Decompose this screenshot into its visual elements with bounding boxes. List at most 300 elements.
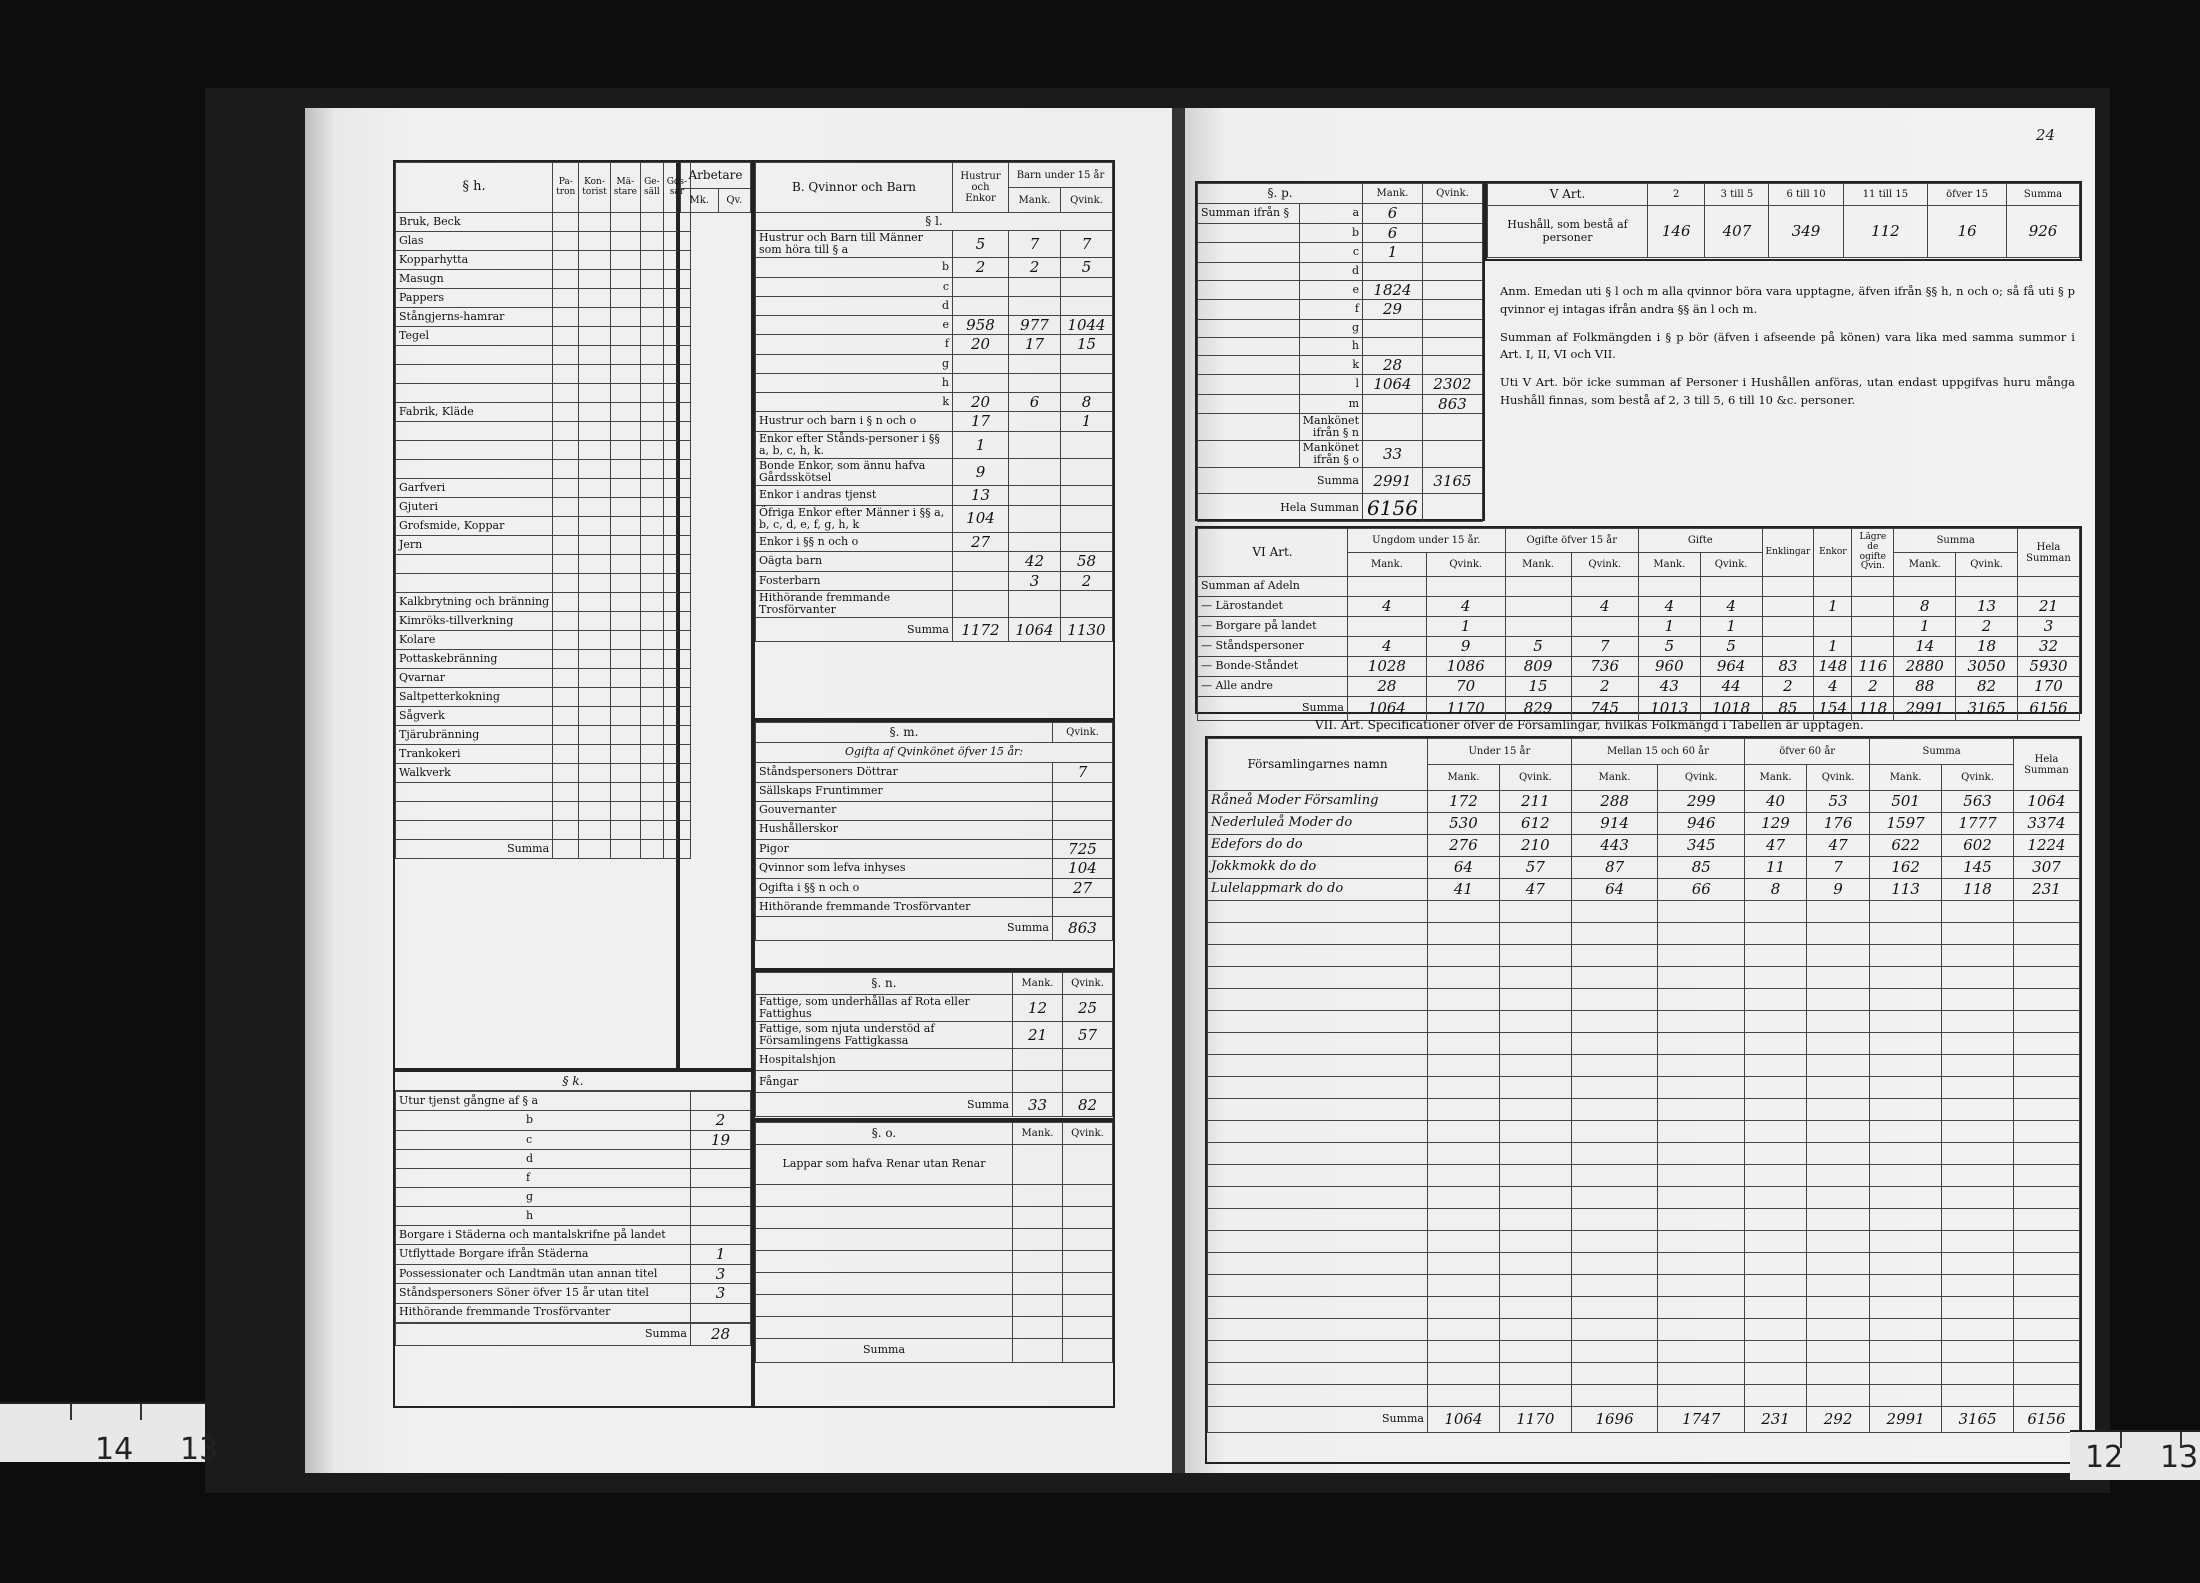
art-vii-empty-cell: [1571, 1033, 1658, 1055]
section-l-summa-qvink: 1130: [1061, 618, 1113, 642]
table-row: [396, 1226, 751, 1245]
table-row: [396, 517, 691, 536]
section-l-row-c2: [1009, 354, 1061, 373]
art-vii-empty-cell: [1870, 1099, 1942, 1121]
table-row: [1198, 355, 1483, 375]
section-k-summa-value: 28: [691, 1323, 751, 1345]
section-h-cell: [610, 422, 640, 441]
section-p-row-qvink: [1423, 300, 1483, 320]
section-h-cell: [579, 441, 610, 460]
art-vii-empty-cell: [1806, 1319, 1869, 1341]
section-k-row-value: [691, 1150, 751, 1169]
section-h-cell: [610, 707, 640, 726]
table-row: [756, 296, 1113, 315]
art-vii-empty-cell: [1428, 1077, 1500, 1099]
art-vi-row-cell: [1426, 577, 1505, 597]
art-vii-empty-cell: [1806, 1187, 1869, 1209]
section-h-row-label: Stångjerns-hamrar: [396, 308, 553, 327]
art-vii-empty-cell: [1658, 1011, 1745, 1033]
art-vii-empty-cell: [1571, 1143, 1658, 1165]
art-vii-empty-cell: [1428, 1253, 1500, 1275]
table-row: [396, 1264, 751, 1284]
table-row: [756, 1071, 1113, 1093]
art-vii-empty-cell: [1428, 1121, 1500, 1143]
section-p-row-letter: l: [1299, 375, 1362, 395]
table-row: [756, 373, 1113, 392]
art-vii-empty-cell: [1499, 901, 1571, 923]
art-vii-empty-cell: [2014, 1165, 2080, 1187]
section-l-row-c1: 20: [953, 335, 1009, 355]
art-vi-row-cell: 4: [1348, 597, 1427, 617]
table-row: [1208, 1231, 2080, 1253]
section-l-table: [753, 160, 1115, 720]
art-vii-empty-cell: [1658, 1363, 1745, 1385]
section-h-cell: [553, 612, 579, 631]
art-vii-empty-cell: [1208, 1143, 1428, 1165]
table-row: [396, 802, 691, 821]
art-vii-empty-cell: [1745, 1121, 1807, 1143]
art-vii-summa-cell: 2991: [1870, 1407, 1942, 1433]
art-vii-empty-cell: [1806, 923, 1869, 945]
section-h-cell: [579, 460, 610, 479]
art-vii-empty-cell: [2014, 1275, 2080, 1297]
table-row: [756, 591, 1113, 618]
art-vii-sub-head: Qvink.: [1942, 765, 2014, 791]
section-p-row-mank: [1363, 262, 1423, 280]
art-v-col-summa: Summa: [2007, 184, 2080, 206]
art-vii-empty-cell: [1745, 1077, 1807, 1099]
section-l-row-c1: 2: [953, 258, 1009, 278]
table-row: [396, 498, 691, 517]
section-l-row-c2: [1009, 296, 1061, 315]
art-vii-parish-name: Nederluleå Moder do: [1208, 813, 1428, 835]
table-row: [756, 431, 1113, 458]
section-p-row-mank: 29: [1363, 300, 1423, 320]
section-h-cell: [640, 308, 663, 327]
art-vii-empty-cell: [1942, 923, 2014, 945]
art-vii-row-cell: 64: [1428, 857, 1500, 879]
art-vii-sub-head: Mank.: [1571, 765, 1658, 791]
art-vii-empty-cell: [1870, 1231, 1942, 1253]
section-h-cell: [553, 479, 579, 498]
section-p-row-qvink: [1423, 441, 1483, 468]
table-row: [396, 441, 691, 460]
art-vii-empty-cell: [1870, 1363, 1942, 1385]
section-m-summa-value: 863: [1053, 917, 1113, 941]
table-row: [756, 458, 1113, 485]
section-h-cell: [553, 517, 579, 536]
art-v-col-2: 2: [1648, 184, 1705, 206]
art-vii-empty-cell: [1806, 1165, 1869, 1187]
table-row: [396, 213, 691, 232]
table-row: [1198, 319, 1483, 337]
table-row: [756, 552, 1113, 572]
table-row: [1198, 637, 2080, 657]
table-row: [396, 612, 691, 631]
art-vii-parish-name: Edefors do do: [1208, 835, 1428, 857]
art-vii-empty-cell: [1658, 1297, 1745, 1319]
section-m-row-label: Pigor: [756, 839, 1053, 859]
section-h-cell: [579, 745, 610, 764]
section-h-row-label: Saltpetterkokning: [396, 688, 553, 707]
art-vii-empty-cell: [1806, 1099, 1869, 1121]
section-h-cell: [579, 498, 610, 517]
art-vi-group-enklingar: Enklingar: [1762, 529, 1814, 577]
table-row: [1208, 1187, 2080, 1209]
art-vi-row-cell: [1762, 637, 1814, 657]
art-vii-empty-cell: [1499, 1055, 1571, 1077]
section-p-qvink-head: Qvink.: [1423, 184, 1483, 204]
art-vii-empty-cell: [1745, 1143, 1807, 1165]
table-row: [1208, 1253, 2080, 1275]
section-k-row-value: [691, 1303, 751, 1322]
section-h-cell: [579, 593, 610, 612]
table-row: [1208, 945, 2080, 967]
table-row: [396, 1284, 751, 1304]
section-h-cell: [579, 764, 610, 783]
section-m-title: §. m.: [756, 723, 1053, 743]
section-h-cell: [579, 384, 610, 403]
art-vi-row-cell: 960: [1638, 657, 1700, 677]
section-h-cell: [640, 593, 663, 612]
art-vii-summa-cell: 292: [1806, 1407, 1869, 1433]
section-h-cell: [553, 745, 579, 764]
art-vi-row-cell: 170: [2018, 677, 2080, 697]
section-l-row-c1: 17: [953, 412, 1009, 432]
section-h-cell: [610, 612, 640, 631]
section-n-row-mank: 21: [1013, 1022, 1063, 1049]
art-vii-empty-cell: [2014, 1055, 2080, 1077]
art-vii-empty-cell: [1571, 901, 1658, 923]
art-vi-row-cell: 5930: [2018, 657, 2080, 677]
art-vii-empty-cell: [1658, 1099, 1745, 1121]
section-n-row-label: Fattige, som njuta understöd af Församlingens Fattigkassa: [756, 1022, 1013, 1049]
table-row: [756, 898, 1113, 917]
section-h-cell: [640, 745, 663, 764]
section-l-row-c1: 1: [953, 431, 1009, 458]
section-h-row-label: Fabrik, Kläde: [396, 403, 553, 422]
art-vii-empty-cell: [1658, 967, 1745, 989]
section-p-row-letter: Mankönet ifrån § o: [1299, 441, 1362, 468]
art-vii-empty-cell: [1428, 1297, 1500, 1319]
section-h-cell: [640, 498, 663, 517]
art-vii-empty-cell: [1806, 1363, 1869, 1385]
section-p-row-letter: b: [1299, 223, 1362, 243]
table-row: [1198, 441, 1483, 468]
section-h-row-label: Kolare: [396, 631, 553, 650]
art-vii-empty-cell: [2014, 1385, 2080, 1407]
art-vii-empty-cell: [1658, 1385, 1745, 1407]
art-vii-row-cell: 162: [1870, 857, 1942, 879]
art-vii-group-summa: Summa: [1870, 739, 2014, 765]
art-vii-empty-cell: [1428, 1341, 1500, 1363]
section-h-cell: [553, 213, 579, 232]
section-p-row-lead: Summan ifrån §: [1198, 204, 1300, 224]
section-k-row-label: g: [396, 1188, 691, 1207]
art-vii-sub-head: Mank.: [1745, 765, 1807, 791]
table-row: [1208, 1209, 2080, 1231]
table-row: [756, 277, 1113, 296]
art-vii-summa-cell: 231: [1745, 1407, 1807, 1433]
section-l-row-c3: [1061, 486, 1113, 506]
section-n-row-qvink: 57: [1063, 1022, 1113, 1049]
art-vi-sub-head: Qvink.: [1571, 553, 1638, 577]
section-l-row-label: h: [756, 373, 953, 392]
art-vii-row-cell: 210: [1499, 835, 1571, 857]
section-k-row-value: [691, 1092, 751, 1111]
art-vii-empty-cell: [1658, 989, 1745, 1011]
art-vii-empty-cell: [1428, 1165, 1500, 1187]
section-h-row-label: [396, 821, 553, 840]
art-vii-empty-cell: [1571, 989, 1658, 1011]
section-h-row-label: Gjuteri: [396, 498, 553, 517]
art-vii-row-cell: 87: [1571, 857, 1658, 879]
table-row: [1208, 879, 2080, 901]
table-row: [1208, 1165, 2080, 1187]
table-row: [756, 412, 1113, 432]
art-vii-empty-cell: [1499, 1121, 1571, 1143]
table-row: [1208, 1297, 2080, 1319]
art-vii-parish-name: Jokkmokk do do: [1208, 857, 1428, 879]
section-h-cell: [610, 403, 640, 422]
art-vi-row-cell: 2: [1852, 677, 1894, 697]
art-vi-row-cell: 2: [1571, 677, 1638, 697]
art-vii-empty-cell: [1571, 1165, 1658, 1187]
section-h-cell: [640, 517, 663, 536]
art-vii-row-cell: 602: [1942, 835, 2014, 857]
art-vii-empty-cell: [1428, 989, 1500, 1011]
art-vii-empty-cell: [2014, 1341, 2080, 1363]
section-h-cell: [640, 631, 663, 650]
section-h-cell: [640, 232, 663, 251]
art-vii-empty-cell: [1571, 1231, 1658, 1253]
table-row: [756, 995, 1113, 1022]
section-h-cell: [610, 327, 640, 346]
art-vi-row-cell: [1762, 617, 1814, 637]
art-vii-empty-cell: [2014, 967, 2080, 989]
art-vii-row-cell: 40: [1745, 791, 1807, 813]
section-h-row-label: Qvarnar: [396, 669, 553, 688]
col-gossar: Gos-sar: [663, 163, 690, 213]
art-vi-row-cell: [2018, 577, 2080, 597]
section-l-row-c2: 2: [1009, 258, 1061, 278]
art-vii-empty-cell: [1208, 901, 1428, 923]
art-vii-empty-cell: [1571, 945, 1658, 967]
section-h-cell: [579, 327, 610, 346]
table-row: [396, 574, 691, 593]
table-row: [756, 354, 1113, 373]
art-vii-empty-cell: [1745, 1033, 1807, 1055]
art-vi-summa-cell: 829: [1505, 697, 1571, 721]
section-h-cell: [579, 802, 610, 821]
section-p-row-lead: [1198, 262, 1300, 280]
section-n-row-qvink: 25: [1063, 995, 1113, 1022]
section-p-row-mank: [1363, 319, 1423, 337]
table-row: [1198, 617, 2080, 637]
section-h-cell: [610, 365, 640, 384]
section-h-cell: [610, 726, 640, 745]
section-l-row-c2: 6: [1009, 392, 1061, 412]
section-l-row-label: Enkor efter Stånds-personer i §§ a, b, c, h, k.: [756, 431, 953, 458]
art-vi-row-cell: 148: [1814, 657, 1852, 677]
art-vii-empty-cell: [1658, 901, 1745, 923]
art-vi-row-cell: 4: [1571, 597, 1638, 617]
table-row: [1198, 243, 1483, 263]
section-h-cell: [640, 384, 663, 403]
table-row: [396, 460, 691, 479]
art-vi-row-cell: 1: [1638, 617, 1700, 637]
art-vii-row-cell: 47: [1499, 879, 1571, 901]
section-p-row-lead: [1198, 280, 1300, 300]
art-vii-empty-cell: [1208, 967, 1428, 989]
table-row: [396, 555, 691, 574]
art-vi-group-lagre: Lägre de ogifte Qvin.: [1852, 529, 1894, 577]
section-h-cell: [640, 612, 663, 631]
art-vii-empty-cell: [1745, 1319, 1807, 1341]
art-vii-row-cell: 47: [1806, 835, 1869, 857]
art-vii-empty-cell: [1870, 1253, 1942, 1275]
art-vi-row-cell: [1852, 597, 1894, 617]
table-row: [1208, 1121, 2080, 1143]
art-vii-row-cell: 307: [2014, 857, 2080, 879]
art-vii-empty-cell: [1499, 1275, 1571, 1297]
table-row: [756, 1022, 1113, 1049]
art-vi-row-cell: 88: [1894, 677, 1956, 697]
art-vi-group-ogifte: Ogifte öfver 15 år: [1505, 529, 1638, 553]
art-vii-empty-cell: [1870, 1341, 1942, 1363]
art-vii-row-cell: 345: [1658, 835, 1745, 857]
table-row: [396, 1303, 751, 1322]
art-vii-empty-cell: [1499, 1209, 1571, 1231]
art-vi-row-cell: 2: [1762, 677, 1814, 697]
section-h-cell: [579, 783, 610, 802]
section-l-wives-head: Hustrur och Enkor: [953, 163, 1009, 213]
section-h-row-label: [396, 422, 553, 441]
section-h-cell: [610, 802, 640, 821]
section-h-cell: [553, 365, 579, 384]
section-h-row-label: [396, 441, 553, 460]
section-l-row-c3: [1061, 277, 1113, 296]
art-vii-row-cell: 622: [1870, 835, 1942, 857]
art-vii-empty-cell: [1499, 1143, 1571, 1165]
art-vii-empty-cell: [1942, 1033, 2014, 1055]
art-vii-empty-cell: [1870, 945, 1942, 967]
art-vii-empty-cell: [1571, 1121, 1658, 1143]
section-h-row-label: Grofsmide, Koppar: [396, 517, 553, 536]
art-vii-empty-cell: [2014, 1253, 2080, 1275]
section-h-row-label: Trankokeri: [396, 745, 553, 764]
art-vii-empty-cell: [1208, 989, 1428, 1011]
art-vii-row-cell: 11: [1745, 857, 1807, 879]
ruler-right: [2070, 1430, 2200, 1480]
section-n-summa-qvink: 82: [1063, 1093, 1113, 1117]
art-vii-group-under-15: Under 15 år: [1428, 739, 1572, 765]
section-l-row-c1: 9: [953, 458, 1009, 485]
art-vii-empty-cell: [1208, 1253, 1428, 1275]
section-l-row-label: Enkor i §§ n och o: [756, 532, 953, 552]
section-h-cell: [610, 346, 640, 365]
section-m-row-label: Gouvernanter: [756, 801, 1053, 820]
section-p-row-qvink: [1423, 319, 1483, 337]
ruler-left-label-1: 14: [95, 1432, 134, 1467]
art-vii-sub-head: Qvink.: [1806, 765, 1869, 791]
table-row: [756, 763, 1113, 783]
section-h-cell: [553, 593, 579, 612]
col-arbetare-mk: Mk.: [681, 189, 719, 213]
table-row: [396, 783, 691, 802]
art-vi-group-enkor: Enkor: [1814, 529, 1852, 577]
art-vii-empty-cell: [1658, 1341, 1745, 1363]
art-vii-row-cell: 1224: [2014, 835, 2080, 857]
art-vi-sub-head: Mank.: [1348, 553, 1427, 577]
table-row: [756, 532, 1113, 552]
art-vii-empty-cell: [1499, 1319, 1571, 1341]
section-h-cell: [640, 251, 663, 270]
art-vii-empty-cell: [1942, 1297, 2014, 1319]
art-vi-row-cell: 1: [1814, 637, 1852, 657]
art-vii-empty-cell: [1499, 1341, 1571, 1363]
art-vii-empty-cell: [1658, 1121, 1745, 1143]
section-l-row-c2: [1009, 505, 1061, 532]
art-vi-title: VI Art.: [1198, 529, 1348, 577]
art-vii-empty-cell: [1942, 1165, 2014, 1187]
art-vii-empty-cell: [1208, 1231, 1428, 1253]
section-h-cell: [610, 251, 640, 270]
section-h-cell: [553, 498, 579, 517]
art-vi-sub-head: Mank.: [1894, 553, 1956, 577]
section-k-row-value: 2: [691, 1111, 751, 1131]
section-l-row-label: b: [756, 258, 953, 278]
section-o-qvink-head: Qvink.: [1063, 1123, 1113, 1145]
art-vii-empty-cell: [1571, 1275, 1658, 1297]
section-h-cell: [610, 232, 640, 251]
section-h-cell: [610, 555, 640, 574]
table-row: [396, 1207, 751, 1226]
art-vii-empty-cell: [1499, 945, 1571, 967]
art-vii-empty-cell: [2014, 1209, 2080, 1231]
section-m-subtitle: Ogifta af Qvinkönet öfver 15 år:: [756, 743, 1113, 763]
art-vii-empty-cell: [1571, 1363, 1658, 1385]
section-h-cell: [579, 403, 610, 422]
art-vii-empty-cell: [1658, 945, 1745, 967]
art-vi-row-label: — Lärostandet: [1198, 597, 1348, 617]
art-vi-row-cell: 1086: [1426, 657, 1505, 677]
art-vi-summa-cell: 1064: [1348, 697, 1427, 721]
art-vi-row-cell: 28: [1348, 677, 1427, 697]
section-h-title: § h.: [396, 163, 553, 213]
art-vii-empty-cell: [1870, 1033, 1942, 1055]
art-vii-row-cell: 57: [1499, 857, 1571, 879]
section-k-row-label: Borgare i Städerna och mantalskrifne på landet: [396, 1226, 691, 1245]
art-vii-empty-cell: [1571, 1209, 1658, 1231]
art-vi-row-cell: [1348, 577, 1427, 597]
art-vii-empty-cell: [1208, 1385, 1428, 1407]
art-vi-row-cell: 4: [1348, 637, 1427, 657]
table-row: [396, 327, 691, 346]
section-h-cell: [610, 688, 640, 707]
art-vi-row-cell: 5: [1700, 637, 1762, 657]
col-kontorist: Kon-torist: [579, 163, 610, 213]
art-vi-summa-cell: 6156: [2018, 697, 2080, 721]
section-l-row-label: d: [756, 296, 953, 315]
art-vii-empty-cell: [1942, 1121, 2014, 1143]
section-p-row-qvink: [1423, 337, 1483, 355]
section-h-row-label: [396, 384, 553, 403]
art-vi-row-cell: 32: [2018, 637, 2080, 657]
art-vii-empty-cell: [2014, 1011, 2080, 1033]
art-vii-empty-cell: [1806, 945, 1869, 967]
table-row: [396, 1245, 751, 1265]
